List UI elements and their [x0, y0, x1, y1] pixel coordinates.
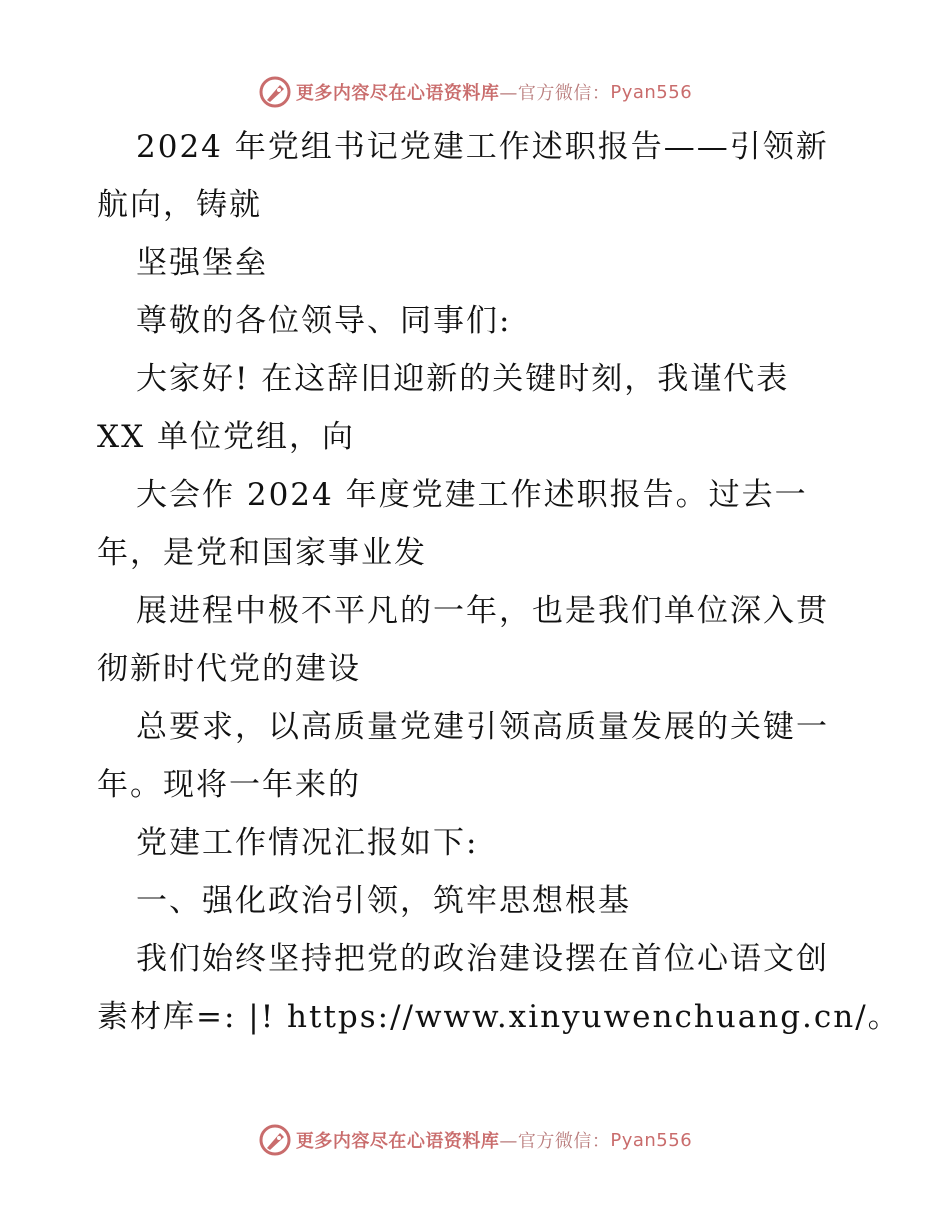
banner-wechat-id: Pyan556: [610, 1129, 693, 1151]
document-line: 展进程中极不平凡的一年，也是我们单位深入贯: [136, 593, 829, 629]
document-body: [97, 118, 901, 1046]
document-line: 党建工作情况汇报如下:: [136, 825, 479, 861]
document-line: 总要求，以高质量党建引领高质量发展的关键一: [136, 709, 829, 745]
document-line: 年，是党和国家事业发: [97, 535, 427, 571]
document-line: 彻新时代党的建设: [97, 651, 361, 687]
document-line: 素材库=: |! https://www.xinyuwenchuang.cn/。: [97, 999, 901, 1035]
banner-separator-text: —官方微信：: [499, 83, 611, 104]
document-line: 一、强化政治引领，筑牢思想根基: [136, 883, 631, 919]
banner-wechat-id: Pyan556: [610, 81, 693, 103]
pen-nib-logo-icon: [258, 1123, 292, 1157]
document-line: 年。现将一年来的: [97, 767, 361, 803]
banner-separator-text: —官方微信：: [499, 1131, 611, 1152]
document-line: 大会作 2024 年度党建工作述职报告。过去一: [136, 477, 808, 513]
document-line: 大家好! 在这辞旧迎新的关键时刻，我谨代表: [136, 361, 790, 397]
document-line: XX 单位党组，向: [97, 419, 355, 455]
document-line: 尊敬的各位领导、同事们:: [136, 303, 512, 339]
document-line: 2024 年党组书记党建工作述职报告——引领新: [136, 129, 829, 165]
document-line: 航向，铸就: [97, 187, 262, 223]
footer-watermark-banner: [0, 1120, 950, 1160]
header-watermark-banner: [0, 72, 950, 112]
document-line: 坚强堡垒: [136, 245, 268, 281]
document-line: 我们始终坚持把党的政治建设摆在首位心语文创: [136, 941, 829, 977]
banner-main-text: 更多内容尽在心语资料库: [295, 83, 500, 104]
banner-main-text: 更多内容尽在心语资料库: [295, 1131, 500, 1152]
pen-nib-logo-icon: [258, 75, 292, 109]
